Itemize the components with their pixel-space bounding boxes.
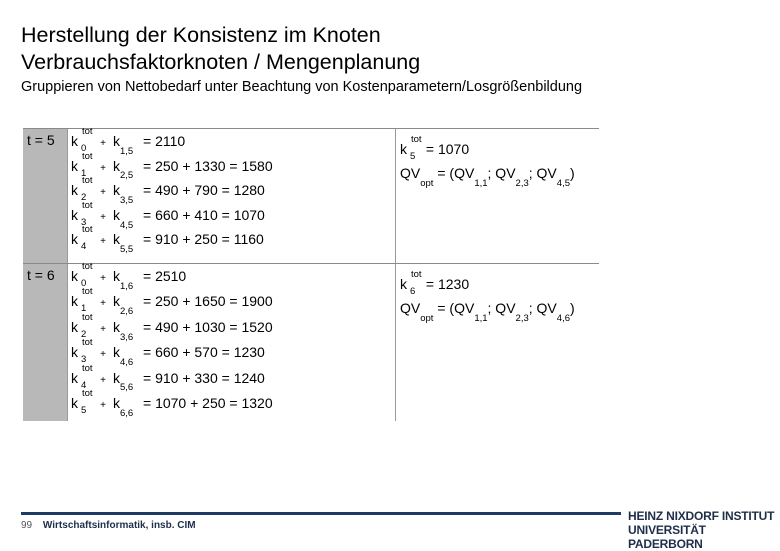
period-label-cell bbox=[23, 129, 67, 263]
cost-row bbox=[71, 224, 273, 256]
logo-line-1: HEINZ NIXDORF INSTITUT bbox=[628, 509, 775, 523]
k-index-term: $k_{5,6}$ bbox=[113, 369, 134, 394]
k-index-term: $k_{1,5}$ bbox=[113, 133, 134, 157]
cost-row bbox=[71, 126, 273, 157]
footer-rule bbox=[21, 512, 621, 515]
cost-expression: = 490 + 1030 = 1520 bbox=[143, 318, 273, 335]
cost-row bbox=[71, 311, 273, 343]
title-line-2: Verbrauchsfaktorknoten / Mengenplanung bbox=[21, 50, 421, 74]
period-label: t = 6 bbox=[27, 267, 55, 283]
k-term: k tot 4 bbox=[71, 362, 93, 391]
k-index-term: $k_{2,6}$ bbox=[113, 293, 134, 318]
k-term: k tot 2 bbox=[71, 175, 93, 204]
footer bbox=[21, 520, 196, 531]
k-index-term: $k_{6,6}$ bbox=[113, 394, 134, 419]
plus-sign: + bbox=[100, 323, 106, 335]
plus-sign: + bbox=[100, 273, 106, 284]
plus-sign: + bbox=[100, 138, 106, 149]
cost-row bbox=[71, 175, 273, 206]
cost-expression: = 250 + 1650 = 1900 bbox=[143, 293, 273, 310]
k-term: k tot 2 bbox=[71, 311, 93, 340]
total-cost-line bbox=[400, 269, 575, 297]
cost-row bbox=[71, 261, 273, 292]
result-cell bbox=[400, 134, 575, 189]
cost-expression: = 250 + 1330 = 1580 bbox=[143, 157, 273, 174]
cost-row bbox=[71, 150, 273, 182]
column-divider bbox=[67, 264, 68, 421]
k-index-term: $k_{2,5}$ bbox=[113, 157, 134, 182]
k-term: k tot 0 bbox=[71, 261, 93, 289]
k-index-term: $k_{3,6}$ bbox=[113, 318, 134, 343]
column-divider bbox=[395, 264, 396, 421]
cost-expression: = 660 + 570 = 1230 bbox=[143, 344, 265, 361]
k-total-term: k tot 5 bbox=[400, 134, 422, 162]
period-label: t = 5 bbox=[27, 132, 55, 148]
cost-expression: = 1070 + 250 = 1320 bbox=[143, 394, 273, 411]
section-t6 bbox=[23, 261, 599, 421]
cost-expression: = 2510 bbox=[143, 268, 187, 284]
k-index-term: $k_{4,5}$ bbox=[113, 206, 134, 231]
k-index-term: $k_{3,5}$ bbox=[113, 182, 134, 206]
plus-sign: + bbox=[100, 399, 106, 411]
period-label-cell bbox=[23, 264, 67, 421]
result-cell bbox=[400, 269, 575, 324]
column-divider bbox=[395, 129, 396, 263]
section-t5 bbox=[23, 126, 599, 264]
page-number: 99 bbox=[21, 520, 33, 531]
cost-row bbox=[71, 286, 273, 318]
cost-expression: = 910 + 330 = 1240 bbox=[143, 369, 265, 386]
total-cost-value: = 1230 bbox=[425, 276, 470, 292]
cost-expression: = 660 + 410 = 1070 bbox=[143, 206, 265, 223]
total-cost-value: = 1070 bbox=[425, 141, 470, 157]
column-divider bbox=[67, 129, 68, 263]
cost-expression: = 2110 bbox=[143, 133, 186, 149]
plus-sign: + bbox=[100, 187, 106, 199]
k-term: k tot 5 bbox=[71, 387, 93, 416]
k-term: k tot 1 bbox=[71, 286, 93, 315]
cost-expression: = 910 + 250 = 1160 bbox=[143, 231, 264, 248]
cost-row bbox=[71, 387, 273, 419]
calculation-table bbox=[23, 128, 599, 421]
cost-row bbox=[71, 362, 273, 394]
k-term: k tot 3 bbox=[71, 337, 93, 366]
cost-rows bbox=[71, 126, 273, 256]
cost-row bbox=[71, 337, 273, 368]
slide-title bbox=[21, 22, 420, 76]
cost-rows bbox=[71, 261, 273, 419]
logo-line-2: UNIVERSITÄT PADERBORN bbox=[628, 523, 706, 551]
plus-sign: + bbox=[100, 374, 106, 386]
cost-row bbox=[71, 199, 273, 231]
plus-sign: + bbox=[100, 211, 106, 223]
plus-sign: + bbox=[100, 162, 106, 174]
k-term: k tot 0 bbox=[71, 126, 93, 154]
optimal-qv-line: $QV_{opt} = (QV_{1,1}$; $QV_{2,3}$; $QV_{4,5}$) bbox=[400, 165, 575, 189]
total-cost-line bbox=[400, 134, 575, 162]
plus-sign: + bbox=[100, 349, 106, 361]
k-term: k tot 4 bbox=[71, 224, 93, 253]
k-index-term: $k_{1,6}$ bbox=[113, 268, 134, 292]
slide-subtitle: Gruppieren von Nettobedarf unter Beachtung von Kostenparametern/Losgrößenbildung bbox=[21, 79, 583, 95]
plus-sign: + bbox=[100, 298, 106, 310]
institute-logo bbox=[628, 509, 780, 551]
cost-expression: = 490 + 790 = 1280 bbox=[143, 182, 265, 199]
k-term: k tot 1 bbox=[71, 150, 93, 179]
k-index-term: $k_{5,5}$ bbox=[113, 231, 134, 256]
title-line-1: Herstellung der Konsistenz im Knoten bbox=[21, 23, 381, 47]
k-total-term: k tot 6 bbox=[400, 269, 422, 297]
k-index-term: $k_{4,6}$ bbox=[113, 344, 134, 368]
k-term: k tot 3 bbox=[71, 199, 93, 228]
footer-text: Wirtschaftsinformatik, insb. CIM bbox=[42, 520, 196, 531]
plus-sign: + bbox=[100, 236, 106, 248]
optimal-qv-line: $QV_{opt} = (QV_{1,1}$; $QV_{2,3}$; $QV_{4,6}$) bbox=[400, 300, 575, 324]
